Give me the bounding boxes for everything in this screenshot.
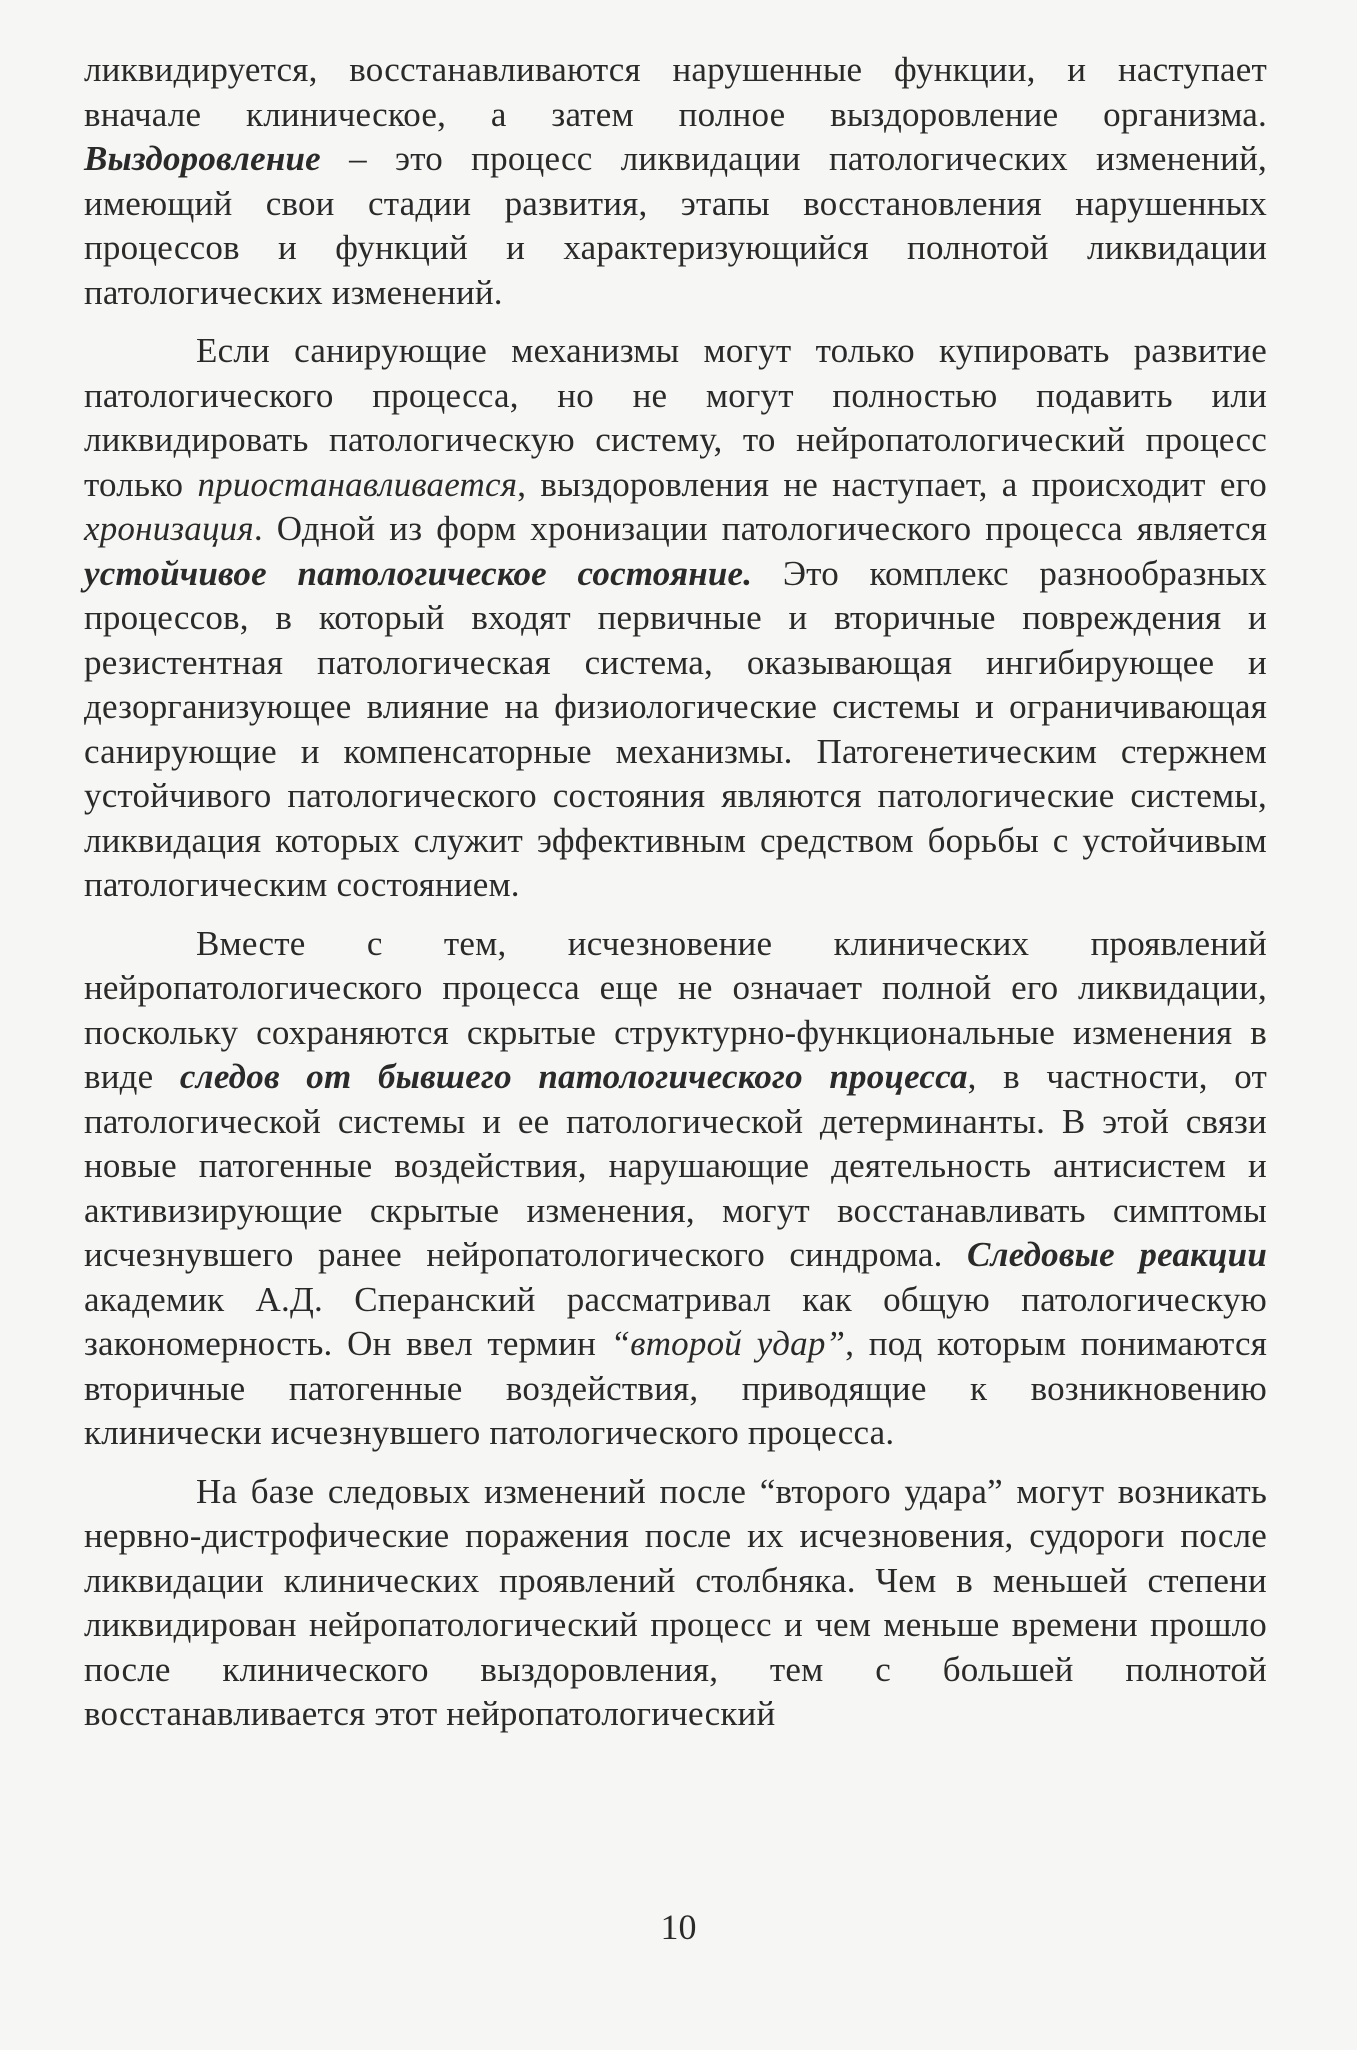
paragraph-1 xyxy=(84,48,1267,315)
term-recovery: Выздоровление xyxy=(84,139,321,178)
text-run: академик А.Д. Сперанский рассматривал как общую патологическую закономерность. Он ввел термин xyxy=(84,1279,1267,1363)
page-body-text xyxy=(84,48,1267,1737)
document-page xyxy=(84,48,1267,2008)
text-run: На базе следовых изменений после “второго удара” могут возникать нервно-дистрофические поражения после их исчезновения, судороги после ликвидации клинических проявлений столбняка. Чем в меньшей степени ликвидирован нейропатологический процесс и чем меньше времени прошло после клинического выздоровления, тем с большей полнотой восстанавливается этот нейропатологический xyxy=(84,1471,1267,1733)
text-run: . Одной из форм хронизации патологического процесса является xyxy=(253,509,1267,548)
term-traces: следов от бывшего патологического процесса xyxy=(179,1057,968,1096)
term-stable-pathological-state: устойчивое патологическое состояние. xyxy=(84,553,753,593)
term-chronization: хронизация xyxy=(84,509,254,548)
text-run: , под которым понимаются вторичные патогенные воздействия, приводящие к возникновению клинически исчезнувшего патологического процесса. xyxy=(84,1324,1267,1452)
text-run: – это процесс ликвидации патологических изменений, имеющий свои стадии развития, этапы восстановления нарушенных процессов и функций и характеризующийся полнотой ликвидации патологических изменений. xyxy=(84,139,1267,312)
text-run: Если санирующие механизмы могут только купировать развитие патологического процесса, но не могут полностью подавить или ликвидировать патологическую систему, то нейропатологический процесс только xyxy=(84,331,1267,504)
text-run: Вместе с тем, исчезновение клинических проявлений нейропатологического процесса еще не означает полной его ликвидации, поскольку сохраняются скрытые структурно-функциональные изменения в виде xyxy=(84,923,1267,1096)
text-run: Это комплекс разнообразных процессов, в который входят первичные и вторичные повреждения и резистентная патологическая система, оказывающая ингибирующее и дезорганизующее влияние на физиологические системы и ограничивающая санирующие и компенсаторные механизмы. Патогенетическим стержнем устойчивого патологического состояния являются патологические системы, ликвидация которых служит эффективным средством борьбы с устойчивым патологическим состоянием. xyxy=(84,553,1267,904)
paragraph-3 xyxy=(84,922,1267,1456)
page-number: 10 xyxy=(660,1907,697,1947)
term-second-strike: “второй удар” xyxy=(610,1324,846,1363)
text-run: , в частности, от патологической системы и ее патологической детерминанты. В этой связи новые патогенные воздействия, нарушающие деятельность антисистем и активизирующие скрытые изменения, могут восстанавливать симптомы исчезнувшего ранее нейропатологического синдрома. xyxy=(84,1057,1267,1274)
text-run: ликвидируется, восстанавливаются нарушенные функции, и наступает вначале клиническое, а затем полное выздоровление организма. xyxy=(84,50,1267,134)
term-trace-reactions: Следовые реакции xyxy=(967,1235,1267,1274)
term-suspended: приостанавливается xyxy=(197,464,518,504)
paragraph-2 xyxy=(84,329,1267,908)
paragraph-4 xyxy=(84,1470,1267,1737)
text-run: , выздоровления не наступает, а происходит его xyxy=(517,464,1267,504)
